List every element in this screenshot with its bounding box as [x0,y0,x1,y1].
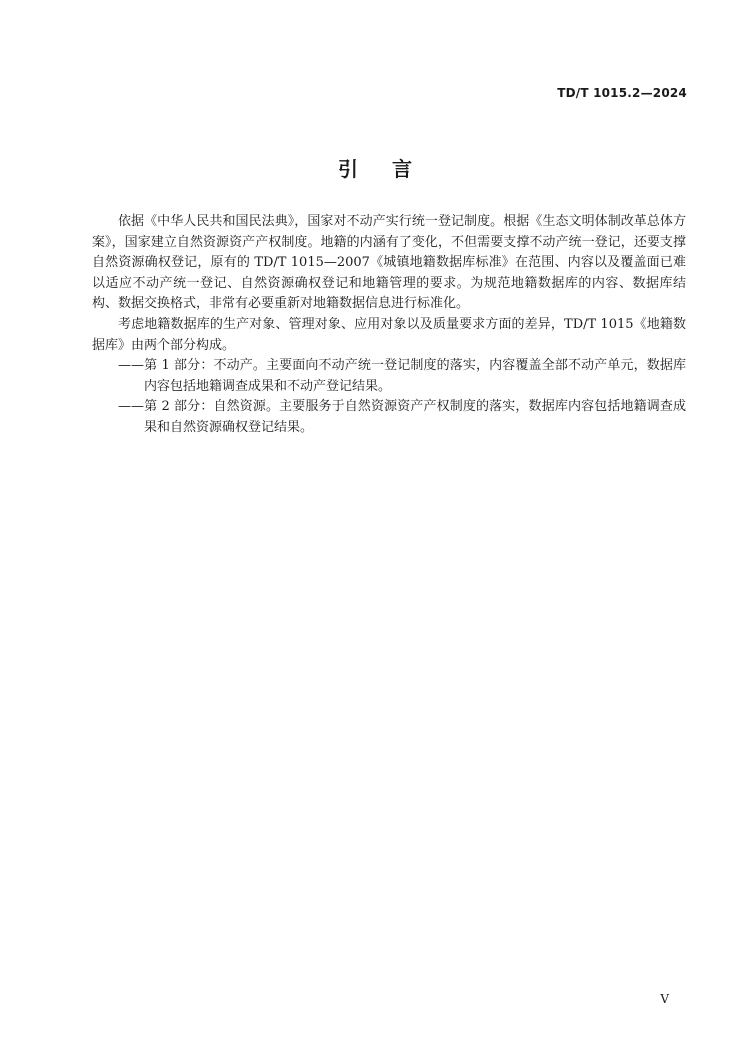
paragraph-structure: 考虑地籍数据库的生产对象、管理对象、应用对象以及质量要求方面的差异，TD/T 1015《地籍数据库》由两个部分构成。 [92,316,686,353]
list-item-part-1: ——第 1 部分：不动产。主要面向不动产统一登记制度的落实，内容覆盖全部不动产单元，数据库内容包括地籍调查成果和不动产登记结果。 [118,358,686,394]
section-title: 引言 [338,157,446,181]
paragraph-background: 依据《中华人民共和国民法典》，国家对不动产实行统一登记制度。根据《生态文明体制改革总体方案》，国家建立自然资源资产产权制度。地籍的内涵有了变化，不但需要支撑不动产统一登记，还要支撑自然资源确权登记，原有的 TD/T 1015—2007《城镇地籍数据库标准》在范围、内容以及覆盖面已难以适应不动产统一登记、自然资源确权登记和地籍管理的要求。为规范地籍数据库的内容、数据库结构、数据交换格式，非常有必要重新对地籍数据信息进行标准化。 [92,214,686,312]
list-item-part-2: ——第 2 部分：自然资源。主要服务于自然资源资产产权制度的落实，数据库内容包括地籍调查成果和自然资源确权登记结果。 [118,399,686,435]
body-text [92,212,686,439]
page-number: V [660,992,669,1006]
document-code: TD/T 1015.2—2024 [557,86,687,100]
